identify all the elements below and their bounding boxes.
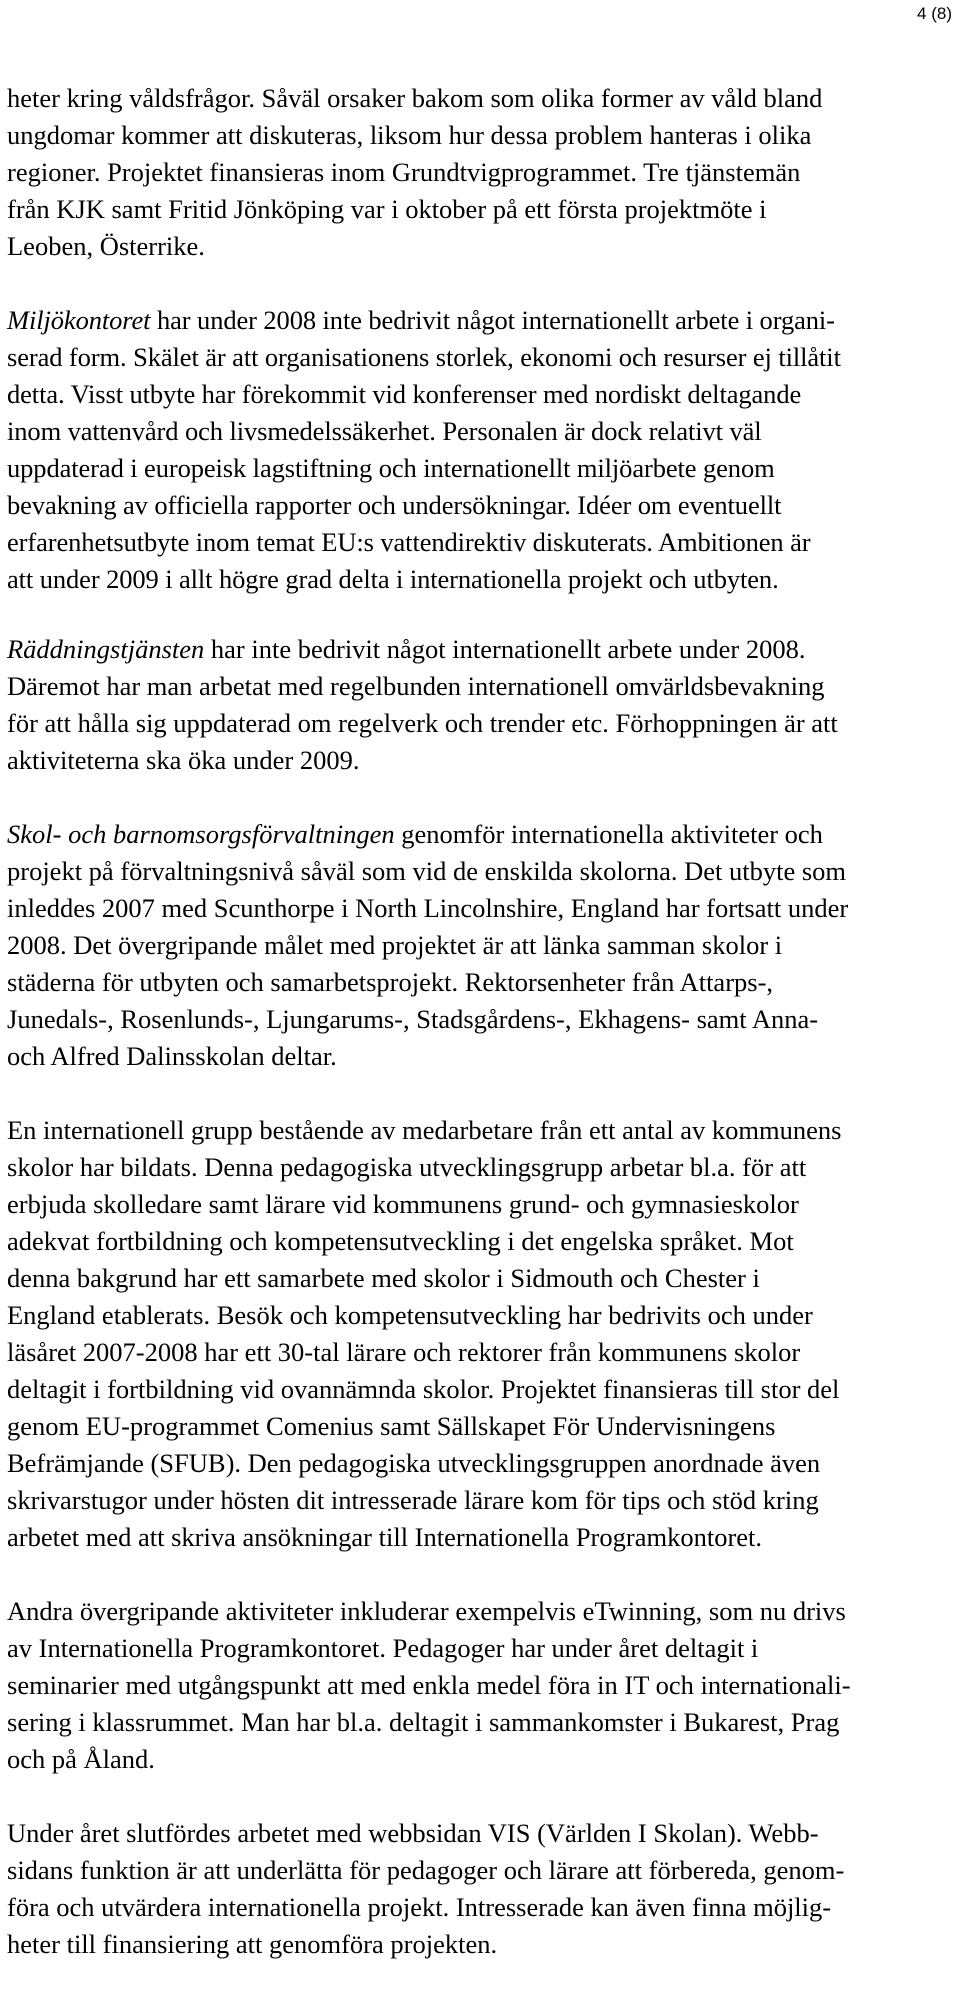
text-fragment: genomför internationella aktiviteter och <box>394 819 823 849</box>
paragraph-violence-project <box>7 80 953 265</box>
text-fragment: har inte bedrivit något internationellt arbete under 2008. <box>204 634 806 664</box>
text-line: Däremot har man arbetat med regelbunden internationell omvärldsbevakning <box>7 671 825 701</box>
text-line: att under 2009 i allt högre grad delta i internationella projekt och utbyten. <box>7 564 779 594</box>
text-line: städerna för utbyten och samarbetsprojekt. Rektorsenheter från Attarps-, <box>7 967 774 997</box>
paragraph-etwinning <box>7 1593 953 1778</box>
text-line: skrivarstugor under hösten dit intresserade lärare kom för tips och stöd kring <box>7 1485 819 1515</box>
paragraph-miljokontoret <box>7 302 953 598</box>
document-body <box>7 80 953 2000</box>
text-line: föra och utvärdera internationella projekt. Intresserade kan även finna möjlig- <box>7 1892 832 1922</box>
text-line: heter till finansiering att genomföra projekten. <box>7 1929 498 1959</box>
text-line: Leoben, Österrike. <box>7 231 205 261</box>
text-line: projekt på förvaltningsnivå såväl som vid de enskilda skolorna. Det utbyte som <box>7 856 847 886</box>
text-line: för att hålla sig uppdaterad om regelverk och trender etc. Förhoppningen är att <box>7 708 838 738</box>
text-line: ungdomar kommer att diskuteras, liksom hur dessa problem hanteras i olika <box>7 120 812 150</box>
text-line: Under året slutfördes arbetet med webbsidan VIS (Världen I Skolan). Webb- <box>7 1818 819 1848</box>
text-line: Andra övergripande aktiviteter inkluderar exempelvis eTwinning, som nu drivs <box>7 1596 846 1626</box>
text-line: från KJK samt Fritid Jönköping var i oktober på ett första projektmöte i <box>7 194 767 224</box>
text-line: skolor har bildats. Denna pedagogiska utvecklingsgrupp arbetar bl.a. för att <box>7 1152 807 1182</box>
page-number: 4 (8) <box>917 4 952 23</box>
text-line: erbjuda skolledare samt lärare vid kommunens grund- och gymnasieskolor <box>7 1189 799 1219</box>
text-line: bevakning av officiella rapporter och undersökningar. Idéer om eventuellt <box>7 490 782 520</box>
text-fragment: har under 2008 inte bedrivit något internationellt arbete i organi- <box>150 305 835 335</box>
section-heading-italic: Miljökontoret <box>7 305 151 335</box>
text-line: läsåret 2007-2008 har ett 30-tal lärare och rektorer från kommunens skolor <box>7 1337 801 1367</box>
text-line: inleddes 2007 med Scunthorpe i North Lincolnshire, England har fortsatt under <box>7 893 849 923</box>
text-line: erfarenhetsutbyte inom temat EU:s vattendirektiv diskuterats. Ambitionen är <box>7 527 811 557</box>
text-line: denna bakgrund har ett samarbete med skolor i Sidmouth och Chester i <box>7 1263 760 1293</box>
text-line: uppdaterad i europeisk lagstiftning och internationellt miljöarbete genom <box>7 453 775 483</box>
text-line: 2008. Det övergripande målet med projektet är att länka samman skolor i <box>7 930 783 960</box>
text-line: och Alfred Dalinsskolan deltar. <box>7 1041 337 1071</box>
text-line: serad form. Skälet är att organisationens storlek, ekonomi och resurser ej tillåtit <box>7 342 841 372</box>
text-line: heter kring våldsfrågor. Såväl orsaker bakom som olika former av våld bland <box>7 83 823 113</box>
text-line: av Internationella Programkontoret. Pedagoger har under året deltagit i <box>7 1633 759 1663</box>
text-line: detta. Visst utbyte har förekommit vid konferenser med nordiskt deltagande <box>7 379 802 409</box>
text-line: sering i klassrummet. Man har bl.a. deltagit i sammankomster i Bukarest, Prag <box>7 1707 840 1737</box>
text-line: En internationell grupp bestående av medarbetare från ett antal av kommunens <box>7 1115 842 1145</box>
section-heading-italic: Skol- och barnomsorgsförvaltningen <box>7 819 395 849</box>
text-line: sidans funktion är att underlätta för pedagoger och lärare att förbereda, genom- <box>7 1855 845 1885</box>
text-line: regioner. Projektet finansieras inom Grundtvigprogrammet. Tre tjänstemän <box>7 157 801 187</box>
text-line: adekvat fortbildning och kompetensutveckling i det engelska språket. Mot <box>7 1226 794 1256</box>
section-heading-italic: Räddningstjänsten <box>7 634 205 664</box>
text-line: och på Åland. <box>7 1744 155 1774</box>
text-line: Befrämjande (SFUB). Den pedagogiska utvecklingsgruppen anordnade även <box>7 1448 821 1478</box>
paragraph-skol-barnomsorg <box>7 816 953 1075</box>
text-line <box>7 302 953 339</box>
paragraph-raddningstjansten <box>7 631 953 779</box>
text-line: deltagit i fortbildning vid ovannämnda skolor. Projektet finansieras till stor del <box>7 1374 840 1404</box>
text-line: England etablerats. Besök och kompetensutveckling har bedrivits och under <box>7 1300 813 1330</box>
text-line: seminarier med utgångspunkt att med enkla medel föra in IT och internationali- <box>7 1670 851 1700</box>
paragraph-vis-website <box>7 1815 953 1963</box>
text-line: inom vattenvård och livsmedelssäkerhet. Personalen är dock relativt väl <box>7 416 762 446</box>
text-line: arbetet med att skriva ansökningar till Internationella Programkontoret. <box>7 1522 763 1552</box>
text-line: genom EU-programmet Comenius samt Sällskapet För Undervisningens <box>7 1411 776 1441</box>
text-line <box>7 816 953 853</box>
text-line: Junedals-, Rosenlunds-, Ljungarums-, Stadsgårdens-, Ekhagens- samt Anna- <box>7 1004 819 1034</box>
text-line <box>7 631 953 668</box>
text-line: aktiviteterna ska öka under 2009. <box>7 745 360 775</box>
paragraph-international-group <box>7 1112 953 1556</box>
